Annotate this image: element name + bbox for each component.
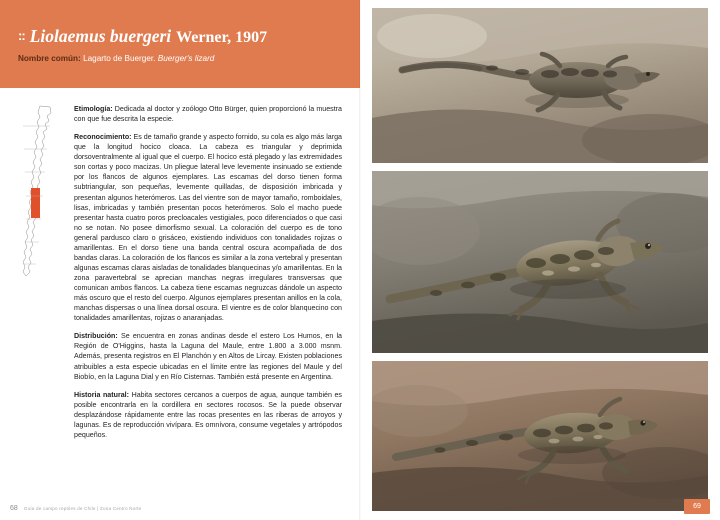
lizard-photo-bottom [372,361,708,511]
lizard-photo-middle [372,171,708,353]
common-name-line [18,54,348,63]
common-name-label: Nombre común: [18,54,81,63]
species-description-text [74,104,342,448]
page-number-right: 69 [693,503,701,510]
lizard-photo-top [372,8,708,163]
paragraph-natural-history [74,390,342,440]
species-author-year: Werner, 1907 [176,29,268,46]
distribution-text: Se encuentra en zonas andinas desde el estero Los Humos, en la Región de O'Higgins, hasta la Laguna del Maule, entre 1.800 a 3.000 msnm. Además, presenta registros en El Planchón y en Altos de Lircay. Existen poblaciones atribuibles a esta especie ubicadas en el límite entre las regiones del Maule y del Biobío, en la Laguna Dial y en Río Cisternas. También está presente en Argentina. [74,332,342,381]
page-number-left: 68 [10,505,18,512]
paragraph-etymology [74,104,342,124]
mapa-de-chile [20,104,68,279]
page-gutter [359,0,361,520]
paragraph-recognition [74,132,342,323]
bullet-icon: :: [18,28,25,43]
right-page [360,0,720,520]
common-name-value: Lagarto de Buerger. [83,54,156,63]
footer-right [684,499,710,514]
species-header-band [0,0,360,88]
recognition-label: Reconocimiento: [74,133,132,142]
species-name-line [18,26,348,47]
species-scientific-name: Liolaemus buergeri [29,26,172,46]
natural-history-label: Historia natural: [74,390,129,399]
etymology-label: Etimología: [74,105,113,113]
recognition-text: Es de tamaño grande y aspecto fornido, su cola es algo más larga que la longitud hocico cloaca. La cabeza es triangular y deprimida dorsoventralmente al igual que el cuerpo. El hocico está plegado y las extremidades son cortas y poco macizas. Un pliegue lateral leve levemente insinuado se extiende por los flancos de algunos ejemplares. Las escamas del dorso tienen forma subtriangular, son pequeñas, levemente quilladas, de disposición imbricada y presentan algunos heterómeros. Las del vientre son de mayor tamaño, romboidales, lisas, imbricadas y también presentan pocos heterómeros. Solo el macho puede presentar hasta cuatro poros precloacales vestigiales, poco diferenciados o que casi no se notan. No posee dimorfismo sexual. La coloración del cuerpo es de tono general pardusco claro o grisáceo, existiendo individuos con tonalidades rojizas o amarillentas. En el dorso tiene una banda central oscura acompañada de dos bandas claras. La coloración de los flancos es similar a la zona vertebral y presentan algunas escamas claras aisladas de tonalidades blanquecinas y/o amarillentas. En la zona paravertebral se aprecian manchas negras irregulares transversas que comunican ambos flancos. La cabeza tiene escamas negruzcas dándole un aspecto más oscuro que el resto del cuerpo. Algunos ejemplares presentan anillos en la cola, manchas dispersas o una línea dorsal oscura. El vientre es de color blanquecino con tonalidades amarillentas, rojizas o anaranjadas. [74,133,342,323]
etymology-text: Dedicada al doctor y zoólogo Otto Bürger, quien proporcionó la muestra con que fue descrita la especie. [74,105,342,124]
running-footer-text: Guía de campo reptiles de Chile | Zona Centro Norte [23,506,142,511]
paragraph-distribution [74,331,342,381]
footer-left [10,505,141,512]
natural-history-text: Habita sectores cercanos a cuerpos de agua, aunque también es posible encontrarla en la cordillera en sectores rocosos. Se la puede observar desplazándose rápidamente entre las rocas presentes en las riberas de arroyos y lagunas. Es de reproducción vivípara. Es omnívora, consume vegetales y artrópodos pequeños. [74,390,342,439]
distribution-label: Distribución: [74,332,118,341]
species-header-inner [18,26,348,63]
common-name-english: Buerger's lizard [157,54,215,63]
